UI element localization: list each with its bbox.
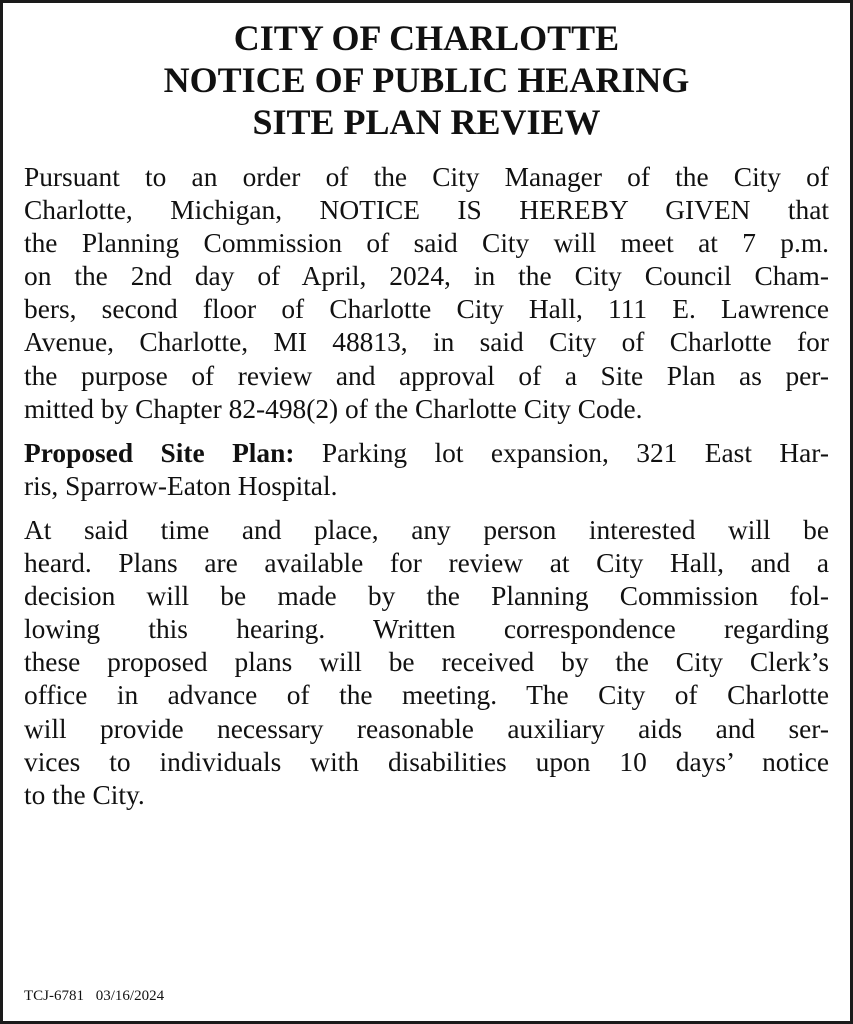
title-line: NOTICE OF PUBLIC HEARING: [163, 60, 690, 100]
proposed-site-plan-text: Parking lot expansion, 321 East Har-: [294, 437, 830, 468]
publication-date: 03/16/2024: [95, 988, 165, 1004]
text-line: will provide necessary reasonable auxiliary aids and ser-: [24, 713, 829, 744]
text-line: At said time and place, any person interested will be: [24, 514, 829, 545]
text-line: decision will be made by the Planning Commission fol-: [24, 581, 829, 612]
text-line: Pursuant to an order of the City Manager of the City of: [24, 162, 829, 192]
text-line: [24, 437, 829, 470]
notice-body: [24, 161, 829, 812]
title-line: CITY OF CHARLOTTE: [233, 18, 620, 58]
proposed-site-plan-paragraph: [24, 437, 829, 503]
text-line: Avenue, Charlotte, MI 48813, in said City of Charlotte for: [24, 327, 829, 358]
text-line: to the City.: [24, 779, 145, 810]
text-line: bers, second floor of Charlotte City Hall, 111 E. Lawrence: [24, 294, 829, 325]
text-line: the Planning Commission of said City will meet at 7 p.m.: [24, 228, 829, 259]
hearing-details-paragraph: [24, 514, 829, 812]
text-line: mitted by Chapter 82-498(2) of the Charlotte City Code.: [24, 393, 643, 424]
text-line: these proposed plans will be received by the City Clerk’s: [24, 647, 829, 678]
reference-number: TCJ-6781: [24, 988, 84, 1004]
text-line: heard. Plans are available for review at City Hall, and a: [24, 548, 829, 579]
hearing-paragraph: [24, 161, 829, 426]
title-line: SITE PLAN REVIEW: [252, 102, 601, 142]
text-line: Charlotte, Michigan, NOTICE IS HEREBY GIVEN that: [24, 195, 829, 226]
notice-title: [3, 17, 850, 143]
text-line: on the 2nd day of April, 2024, in the City Council Cham-: [24, 261, 829, 292]
proposed-site-plan-label: Proposed Site Plan:: [24, 437, 295, 468]
text-line: ris, Sparrow-Eaton Hospital.: [24, 470, 338, 501]
notice-footer: [24, 986, 164, 1006]
text-line: lowing this hearing. Written correspondence regarding: [24, 614, 829, 645]
text-line: the purpose of review and approval of a Site Plan as per-: [24, 360, 829, 391]
text-line: office in advance of the meeting. The City of Charlotte: [24, 680, 829, 711]
text-line: vices to individuals with disabilities upon 10 days’ notice: [24, 746, 829, 777]
